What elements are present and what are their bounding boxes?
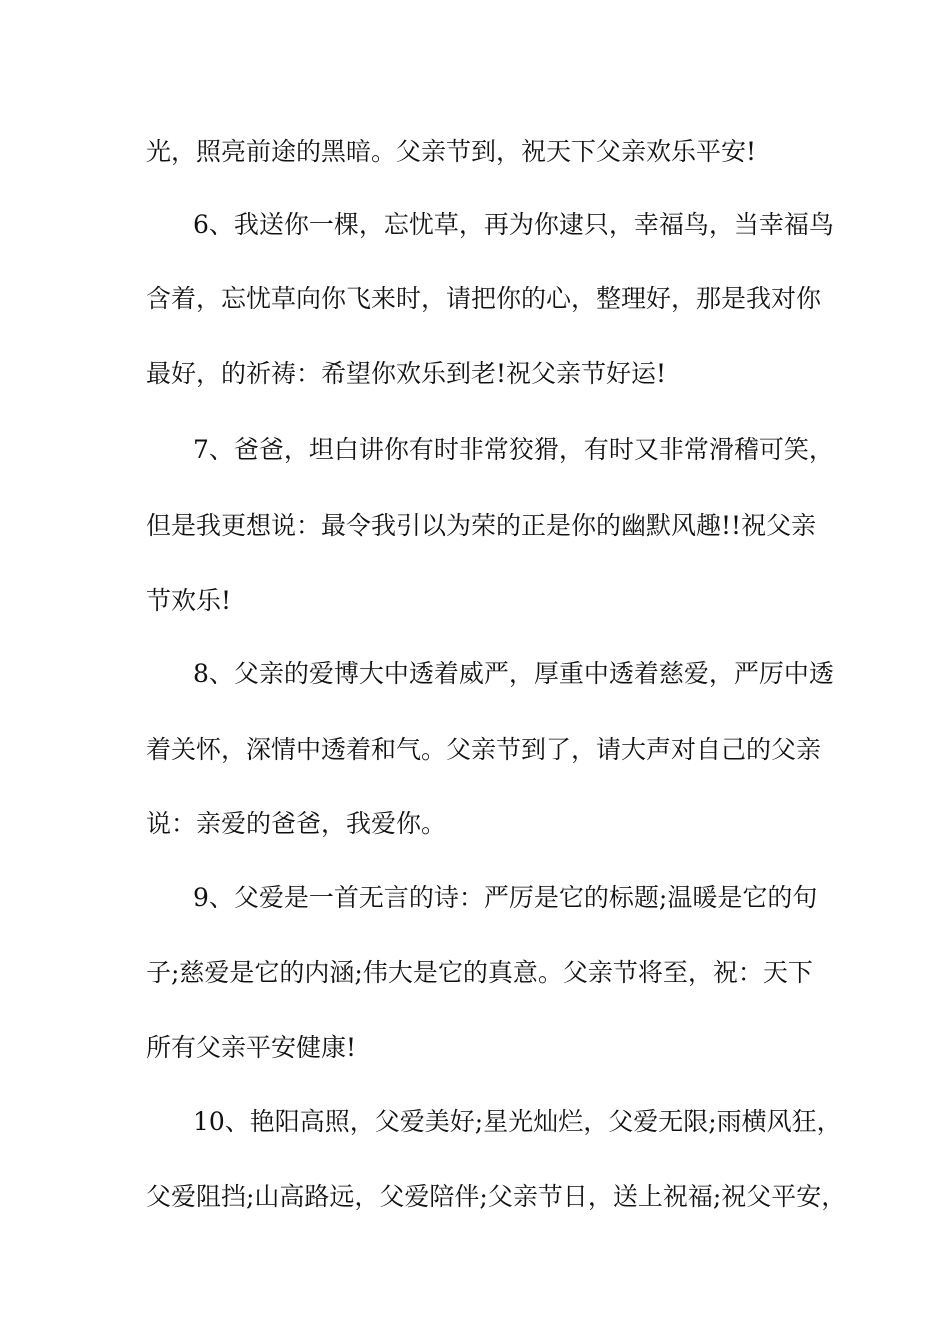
text-line: 光，照亮前途的黑暗。父亲节到，祝天下父亲欢乐平安! <box>146 137 757 166</box>
text-line: 说：亲爱的爸爸，我爱你。 <box>146 809 447 838</box>
paragraph-10-start: 10、艳阳高照，父爱美好;星光灿烂，父爱无限;雨横风狂， <box>193 1107 842 1136</box>
text-line: 着关怀，深情中透着和气。父亲节到了，请大声对自己的父亲 <box>146 735 822 764</box>
text-line: 父爱阻挡;山高路远，父爱陪伴;父亲节日，送上祝福;祝父平安， <box>146 1182 847 1211</box>
text-line: 节欢乐! <box>146 586 232 615</box>
paragraph-8-start: 8、父亲的爱博大中透着威严，厚重中透着慈爱，严厉中透 <box>193 659 834 688</box>
paragraph-6-start: 6、我送你一棵，忘忧草，再为你逮只，幸福鸟，当幸福鸟 <box>193 210 834 239</box>
text-line: 子;慈爱是它的内涵;伟大是它的真意。父亲节将至，祝：天下 <box>146 958 813 987</box>
paragraph-7-start: 7、爸爸，坦白讲你有时非常狡猾，有时又非常滑稽可笑， <box>193 435 834 464</box>
text-line: 含着，忘忧草向你飞来时，请把你的心，整理好，那是我对你 <box>146 284 822 313</box>
text-line: 所有父亲平安健康! <box>146 1033 357 1062</box>
paragraph-9-start: 9、父爱是一首无言的诗：严厉是它的标题;温暖是它的句 <box>193 883 818 912</box>
text-line: 但是我更想说：最令我引以为荣的正是你的幽默风趣!!祝父亲 <box>146 511 817 540</box>
text-line: 最好，的祈祷：希望你欢乐到老!祝父亲节好运! <box>146 359 667 388</box>
